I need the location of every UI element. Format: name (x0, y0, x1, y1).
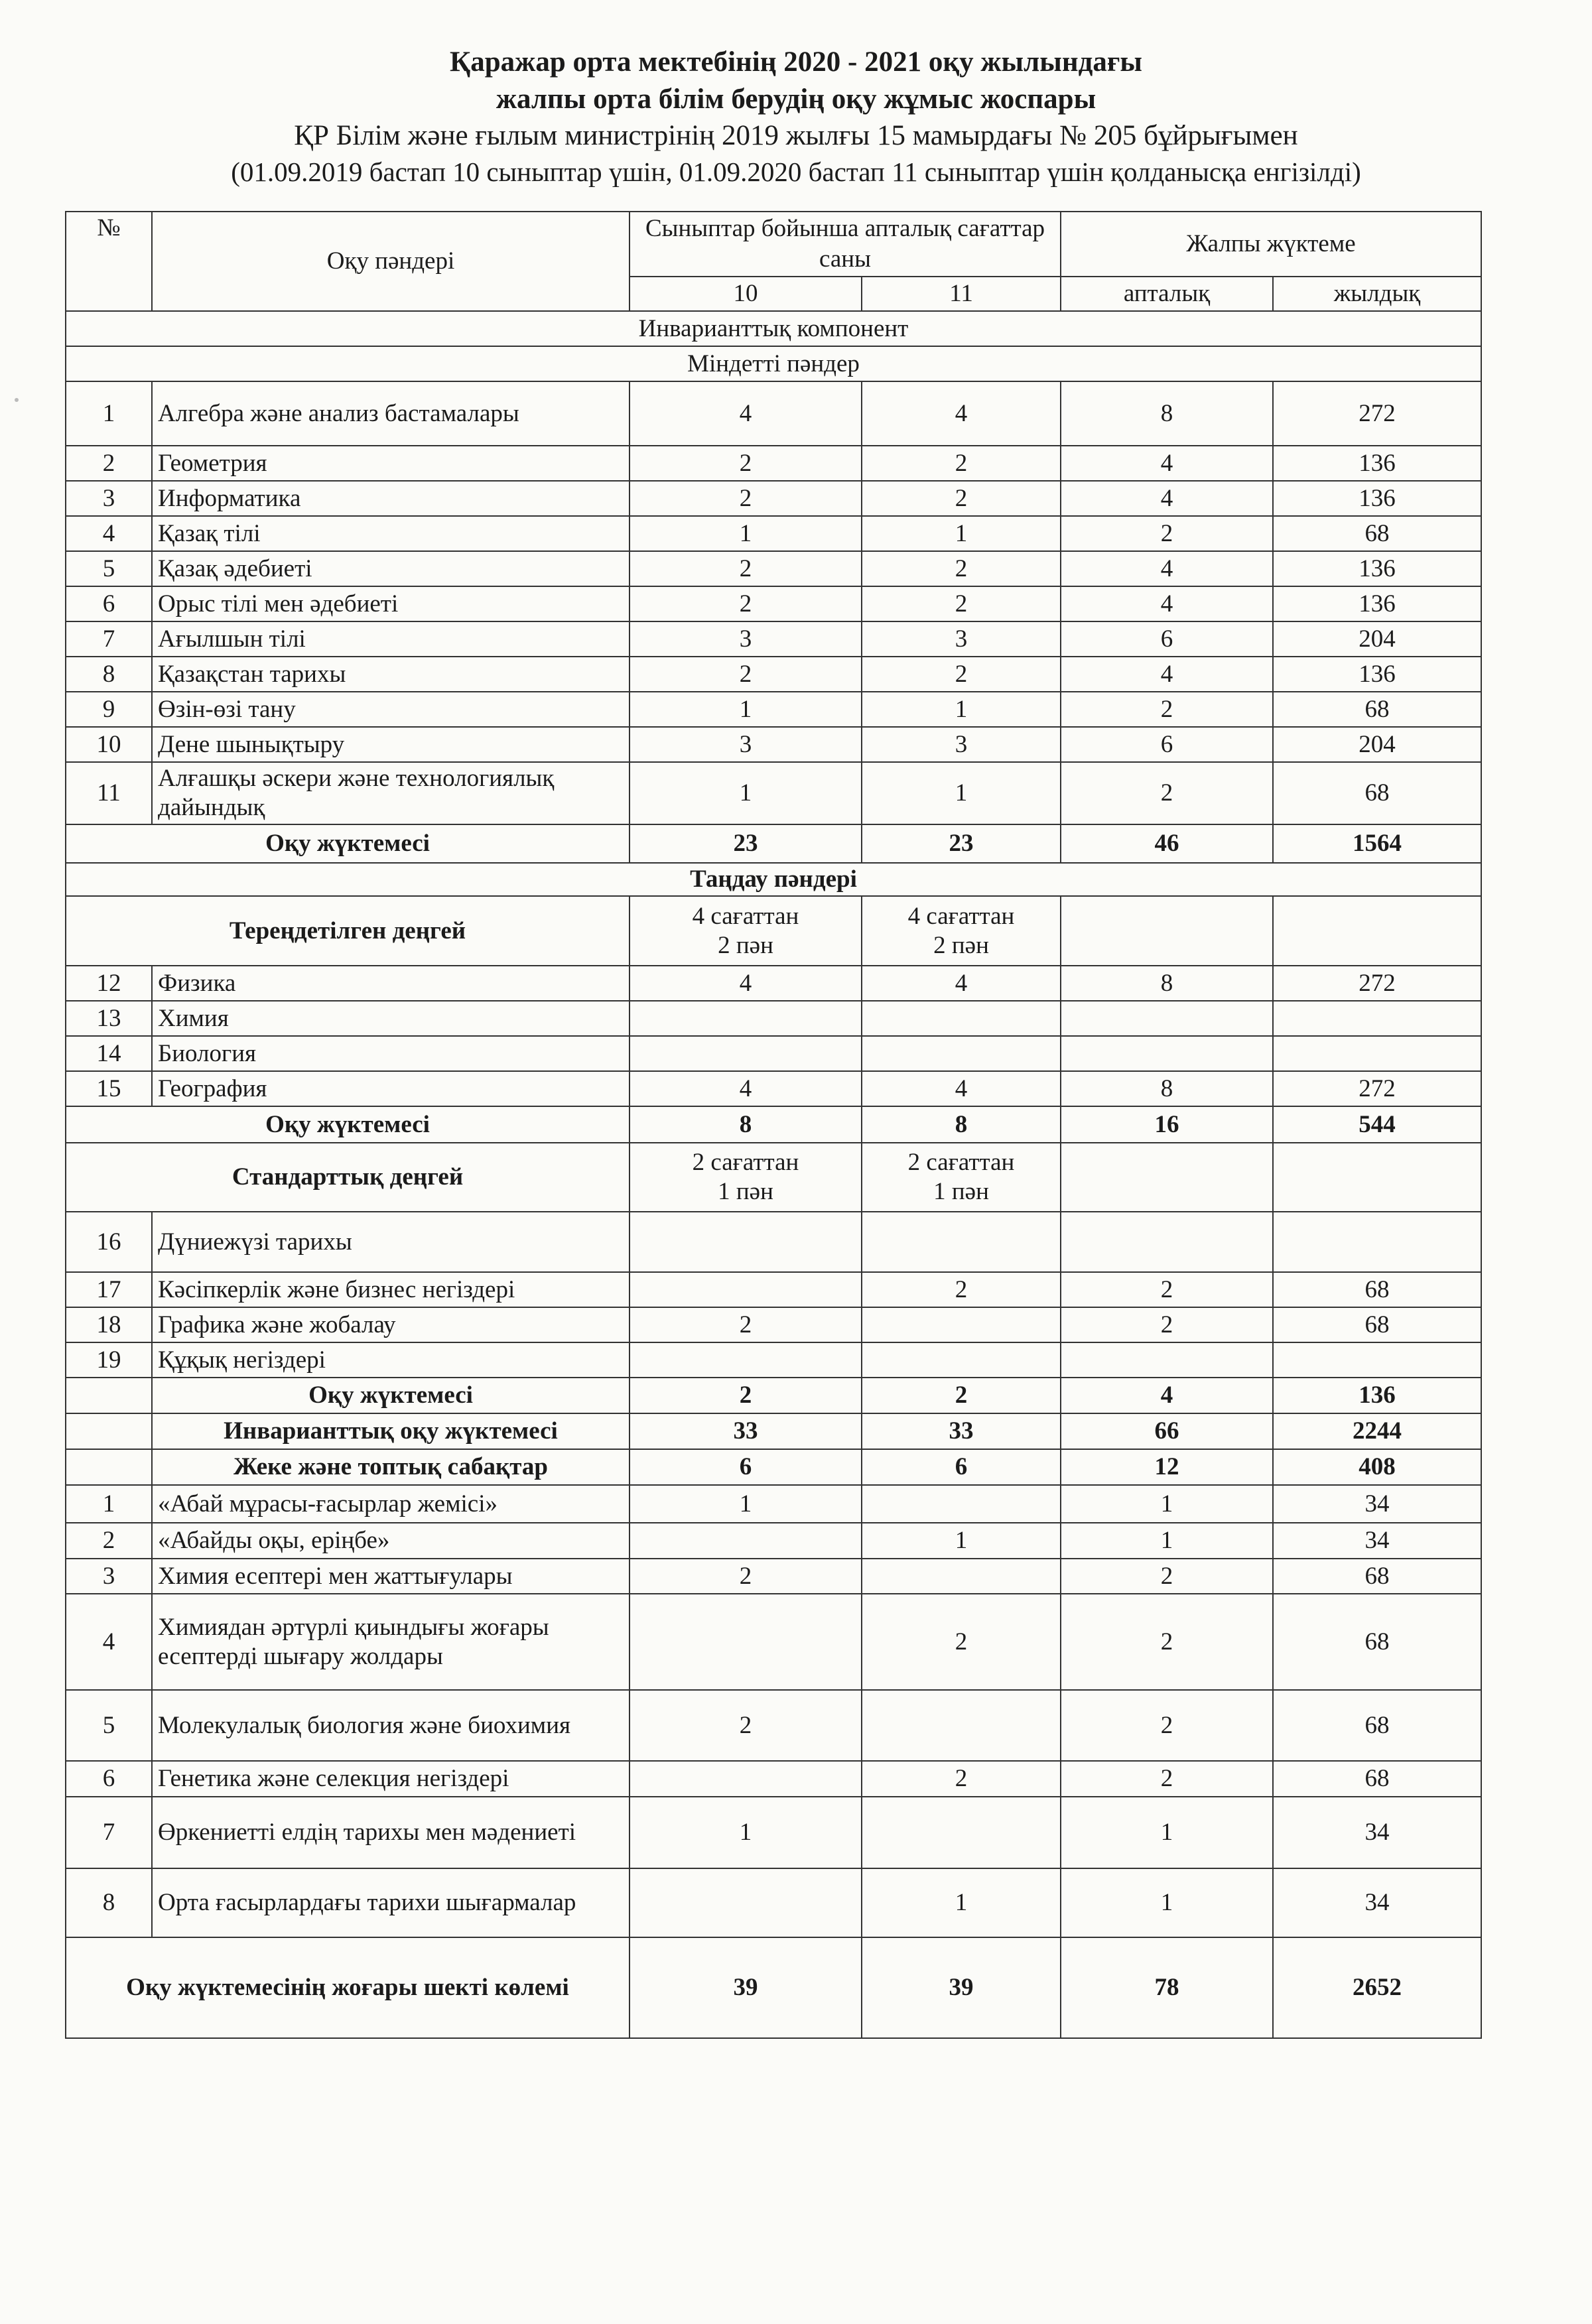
total-label: Оқу жүктемесінің жоғары шекті көлемі (66, 1937, 630, 2038)
header-subjects: Оқу пәндері (152, 212, 630, 311)
weekly-hours: 6 (1061, 727, 1273, 762)
total-label: Оқу жүктемесі (152, 1378, 630, 1413)
weekly-hours: 4 (1061, 551, 1273, 586)
total-label: Оқу жүктемесі (66, 824, 630, 863)
table-row (66, 1272, 1481, 1307)
weekly-hours (1061, 1001, 1273, 1036)
total-row (66, 1449, 1481, 1485)
total-c10: 6 (630, 1449, 862, 1485)
class-10-hours: 1 (630, 1797, 862, 1868)
total-year: 544 (1273, 1106, 1481, 1143)
total-year: 136 (1273, 1378, 1481, 1413)
row-number: 14 (66, 1036, 152, 1071)
yearly-hours: 68 (1273, 1690, 1481, 1761)
class-11-hours: 2 (862, 1594, 1061, 1690)
title-line-2: жалпы орта білім берудің оқу жұмыс жоспары (496, 84, 1096, 115)
total-week: 78 (1061, 1937, 1273, 2038)
header-weekly-by-class: Сыныптар бойынша апталық сағаттар саны (630, 212, 1061, 277)
table-row (66, 1001, 1481, 1036)
total-row (66, 1937, 1481, 2038)
class-11-hours: 4 (862, 381, 1061, 446)
total-c10: 39 (630, 1937, 862, 2038)
class-10-hours: 4 (630, 966, 862, 1001)
yearly-hours: 272 (1273, 381, 1481, 446)
class-10-hours (630, 1272, 862, 1307)
class-10-hours: 4 (630, 381, 862, 446)
row-number: 16 (66, 1212, 152, 1272)
yearly-hours: 68 (1273, 1761, 1481, 1797)
class-10-hours (630, 1212, 862, 1272)
table-row (66, 966, 1481, 1001)
total-year: 2244 (1273, 1413, 1481, 1449)
yearly-hours: 272 (1273, 1071, 1481, 1106)
class-11-hours: 4 (862, 966, 1061, 1001)
class-10-hours: 4 (630, 1071, 862, 1106)
row-number: 7 (66, 621, 152, 657)
total-row (66, 824, 1481, 863)
class-11-hours: 2 (862, 481, 1061, 516)
subject-name: Физика (152, 966, 630, 1001)
class-11-hours (862, 1342, 1061, 1378)
document-header (0, 44, 1592, 190)
header-yearly: жылдық (1273, 277, 1481, 311)
class-11-hours: 1 (862, 762, 1061, 824)
weekly-hours: 2 (1061, 1307, 1273, 1342)
subject-name: Дүниежүзі тарихы (152, 1212, 630, 1272)
total-week: 46 (1061, 824, 1273, 863)
class-11-hours: 3 (862, 727, 1061, 762)
yearly-hours: 68 (1273, 1272, 1481, 1307)
scan-speck (15, 398, 19, 402)
total-label: Жеке және топтық сабақтар (152, 1449, 630, 1485)
row-number: 12 (66, 966, 152, 1001)
subject-name: Дене шынықтыру (152, 727, 630, 762)
invariant-component-title: Инварианттық компонент (66, 311, 1481, 346)
class-10-hours: 2 (630, 1559, 862, 1594)
row-number: 8 (66, 657, 152, 692)
weekly-hours: 8 (1061, 1071, 1273, 1106)
subject-name: Информатика (152, 481, 630, 516)
total-c11: 23 (862, 824, 1061, 863)
total-c11: 33 (862, 1413, 1061, 1449)
class-10-hours (630, 1523, 862, 1559)
table-row (66, 727, 1481, 762)
subject-name: География (152, 1071, 630, 1106)
total-c11: 6 (862, 1449, 1061, 1485)
row-number: 2 (66, 1523, 152, 1559)
yearly-hours (1273, 1212, 1481, 1272)
row-number: 7 (66, 1797, 152, 1868)
level-hours-line: 2 сағаттан (907, 1149, 1015, 1176)
table-row (66, 1485, 1481, 1523)
total-c10: 23 (630, 824, 862, 863)
total-week: 16 (1061, 1106, 1273, 1143)
subject-name: Кәсіпкерлік және бизнес негіздері (152, 1272, 630, 1307)
yearly-hours: 136 (1273, 586, 1481, 621)
total-label: Оқу жүктемесі (66, 1106, 630, 1143)
table-row (66, 1523, 1481, 1559)
class-11-hours: 3 (862, 621, 1061, 657)
row-number: 3 (66, 481, 152, 516)
curriculum-table-body (66, 212, 1481, 2038)
subject-name: Ағылшын тілі (152, 621, 630, 657)
weekly-hours: 1 (1061, 1485, 1273, 1523)
class-10-hours: 1 (630, 692, 862, 727)
level-subjects-line: 2 пән (933, 931, 989, 959)
class-11-hours (862, 1690, 1061, 1761)
table-row (66, 1868, 1481, 1937)
class-10-hours: 1 (630, 762, 862, 824)
level-c11-hours (862, 1143, 1061, 1212)
yearly-hours: 68 (1273, 762, 1481, 824)
level-subjects-line: 1 пән (718, 1178, 773, 1205)
class-11-hours: 1 (862, 1523, 1061, 1559)
table-header-row (66, 212, 1481, 277)
yearly-hours: 68 (1273, 1559, 1481, 1594)
table-row (66, 1307, 1481, 1342)
total-row (66, 1378, 1481, 1413)
title-line-4: (01.09.2019 бастап 10 сыныптар үшін, 01.09.2020 бастап 11 сыныптар үшін қолданысқа енгізілді) (231, 157, 1361, 187)
class-11-hours: 2 (862, 1761, 1061, 1797)
weekly-hours: 4 (1061, 657, 1273, 692)
weekly-hours (1061, 1342, 1273, 1378)
table-row (66, 516, 1481, 551)
level-label: Тереңдетілген деңгей (66, 896, 630, 966)
section-row (66, 311, 1481, 346)
level-hours-line: 4 сағаттан (692, 902, 799, 930)
total-empty-num (66, 1449, 152, 1485)
row-number: 6 (66, 586, 152, 621)
row-number: 11 (66, 762, 152, 824)
class-11-hours (862, 1212, 1061, 1272)
weekly-hours: 8 (1061, 966, 1273, 1001)
yearly-hours: 136 (1273, 446, 1481, 481)
weekly-hours: 8 (1061, 381, 1273, 446)
header-weekly: апталық (1061, 277, 1273, 311)
level-c10-hours (630, 1143, 862, 1212)
table-row (66, 1071, 1481, 1106)
total-week: 12 (1061, 1449, 1273, 1485)
table-row (66, 1594, 1481, 1690)
class-11-hours (862, 1559, 1061, 1594)
total-label: Инварианттық оқу жүктемесі (152, 1413, 630, 1449)
weekly-hours: 2 (1061, 1559, 1273, 1594)
level-c11-hours (862, 896, 1061, 966)
row-number: 4 (66, 1594, 152, 1690)
subject-name: Молекулалық биология және биохимия (152, 1690, 630, 1761)
row-number: 3 (66, 1559, 152, 1594)
table-row (66, 381, 1481, 446)
yearly-hours: 272 (1273, 966, 1481, 1001)
yearly-hours: 34 (1273, 1485, 1481, 1523)
row-number: 2 (66, 446, 152, 481)
weekly-hours: 2 (1061, 762, 1273, 824)
section-title: Таңдау пәндері (66, 863, 1481, 896)
yearly-hours: 34 (1273, 1523, 1481, 1559)
header-total-load: Жалпы жүктеме (1061, 212, 1481, 277)
total-row (66, 1413, 1481, 1449)
subject-name: Геометрия (152, 446, 630, 481)
class-11-hours: 1 (862, 516, 1061, 551)
class-10-hours: 2 (630, 1690, 862, 1761)
subject-name: «Абайды оқы, еріңбе» (152, 1523, 630, 1559)
class-11-hours: 2 (862, 657, 1061, 692)
weekly-hours: 1 (1061, 1523, 1273, 1559)
subject-name: Өзін-өзі тану (152, 692, 630, 727)
table-row (66, 551, 1481, 586)
total-row (66, 1106, 1481, 1143)
total-year: 2652 (1273, 1937, 1481, 2038)
yearly-hours: 136 (1273, 657, 1481, 692)
class-11-hours (862, 1797, 1061, 1868)
section-row (66, 346, 1481, 381)
weekly-hours: 2 (1061, 1272, 1273, 1307)
yearly-hours: 136 (1273, 551, 1481, 586)
yearly-hours: 68 (1273, 1307, 1481, 1342)
class-10-hours: 2 (630, 551, 862, 586)
yearly-hours: 136 (1273, 481, 1481, 516)
class-10-hours (630, 1342, 862, 1378)
table-row (66, 446, 1481, 481)
level-c10-hours (630, 896, 862, 966)
yearly-hours (1273, 1001, 1481, 1036)
weekly-hours (1061, 1036, 1273, 1071)
class-10-hours: 3 (630, 727, 862, 762)
yearly-hours: 34 (1273, 1868, 1481, 1937)
yearly-hours: 34 (1273, 1797, 1481, 1868)
subject-name: Генетика және селекция негіздері (152, 1761, 630, 1797)
level-empty (1273, 1143, 1481, 1212)
section-row (66, 863, 1481, 896)
curriculum-table (65, 211, 1482, 2039)
total-year: 1564 (1273, 824, 1481, 863)
class-10-hours: 2 (630, 481, 862, 516)
row-number: 5 (66, 551, 152, 586)
row-number: 4 (66, 516, 152, 551)
subject-name: Биология (152, 1036, 630, 1071)
class-10-hours: 2 (630, 446, 862, 481)
row-number: 1 (66, 381, 152, 446)
class-11-hours: 2 (862, 586, 1061, 621)
class-10-hours: 1 (630, 1485, 862, 1523)
total-week: 4 (1061, 1378, 1273, 1413)
subject-name: Қазақстан тарихы (152, 657, 630, 692)
row-number: 1 (66, 1485, 152, 1523)
subject-name: Орта ғасырлардағы тарихи шығармалар (152, 1868, 630, 1937)
total-c10: 8 (630, 1106, 862, 1143)
class-11-hours: 1 (862, 692, 1061, 727)
row-number: 5 (66, 1690, 152, 1761)
class-11-hours (862, 1001, 1061, 1036)
subject-name: Қазақ тілі (152, 516, 630, 551)
class-10-hours: 3 (630, 621, 862, 657)
class-10-hours (630, 1001, 862, 1036)
total-week: 66 (1061, 1413, 1273, 1449)
table-row (66, 1690, 1481, 1761)
subject-name: Химия (152, 1001, 630, 1036)
total-c10: 33 (630, 1413, 862, 1449)
weekly-hours (1061, 1212, 1273, 1272)
total-c11: 39 (862, 1937, 1061, 2038)
table-row (66, 1342, 1481, 1378)
total-year: 408 (1273, 1449, 1481, 1485)
class-11-hours: 4 (862, 1071, 1061, 1106)
table-row (66, 1212, 1481, 1272)
header-num: № (66, 212, 152, 311)
weekly-hours: 2 (1061, 1761, 1273, 1797)
yearly-hours (1273, 1036, 1481, 1071)
level-subjects-line: 2 пән (718, 931, 773, 959)
class-10-hours: 1 (630, 516, 862, 551)
title-line-3: ҚР Білім және ғылым министрінің 2019 жылғы 15 мамырдағы № 205 бұйрығымен (294, 120, 1298, 151)
subject-name: Графика және жобалау (152, 1307, 630, 1342)
level-empty (1061, 1143, 1273, 1212)
row-number: 6 (66, 1761, 152, 1797)
class-10-hours (630, 1761, 862, 1797)
total-c10: 2 (630, 1378, 862, 1413)
table-row (66, 692, 1481, 727)
mandatory-subjects-title: Міндетті пәндер (66, 346, 1481, 381)
total-empty-num (66, 1378, 152, 1413)
level-empty (1273, 896, 1481, 966)
class-11-hours: 2 (862, 446, 1061, 481)
subject-name: Өркениетті елдің тарихы мен мәдениеті (152, 1797, 630, 1868)
subject-name: Химия есептері мен жаттығулары (152, 1559, 630, 1594)
class-10-hours (630, 1868, 862, 1937)
level-hours-line: 4 сағаттан (907, 902, 1015, 930)
class-10-hours: 2 (630, 1307, 862, 1342)
yearly-hours: 68 (1273, 692, 1481, 727)
weekly-hours: 1 (1061, 1868, 1273, 1937)
level-label: Стандарттық деңгей (66, 1143, 630, 1212)
row-number: 13 (66, 1001, 152, 1036)
yearly-hours: 204 (1273, 621, 1481, 657)
class-11-hours (862, 1307, 1061, 1342)
weekly-hours: 1 (1061, 1797, 1273, 1868)
total-empty-num (66, 1413, 152, 1449)
class-10-hours (630, 1036, 862, 1071)
subject-name: Алғашқы әскери және технологиялық дайындық (152, 762, 630, 824)
row-number: 8 (66, 1868, 152, 1937)
row-number: 10 (66, 727, 152, 762)
weekly-hours: 2 (1061, 516, 1273, 551)
subject-name: «Абай мұрасы-ғасырлар жемісі» (152, 1485, 630, 1523)
subject-name: Қазақ әдебиеті (152, 551, 630, 586)
level-hours-line: 2 сағаттан (692, 1149, 799, 1176)
row-number: 17 (66, 1272, 152, 1307)
title-line-1: Қаражар орта мектебінің 2020 - 2021 оқу жылындағы (450, 46, 1142, 78)
table-row (66, 621, 1481, 657)
subject-name: Алгебра және анализ бастамалары (152, 381, 630, 446)
class-11-hours (862, 1036, 1061, 1071)
yearly-hours (1273, 1342, 1481, 1378)
subject-name: Орыс тілі мен әдебиеті (152, 586, 630, 621)
class-11-hours: 1 (862, 1868, 1061, 1937)
class-11-hours: 2 (862, 1272, 1061, 1307)
weekly-hours: 2 (1061, 1594, 1273, 1690)
yearly-hours: 204 (1273, 727, 1481, 762)
table-row (66, 657, 1481, 692)
table-row (66, 1559, 1481, 1594)
weekly-hours: 2 (1061, 692, 1273, 727)
class-10-hours: 2 (630, 586, 862, 621)
row-number: 19 (66, 1342, 152, 1378)
table-row (66, 1036, 1481, 1071)
class-11-hours (862, 1485, 1061, 1523)
weekly-hours: 4 (1061, 586, 1273, 621)
subject-name: Химиядан әртүрлі қиындығы жоғары есептерді шығару жолдары (152, 1594, 630, 1690)
subject-name: Құқық негіздері (152, 1342, 630, 1378)
table-row (66, 762, 1481, 824)
level-row (66, 896, 1481, 966)
level-row (66, 1143, 1481, 1212)
row-number: 18 (66, 1307, 152, 1342)
level-empty (1061, 896, 1273, 966)
header-class-11: 11 (862, 277, 1061, 311)
total-c11: 2 (862, 1378, 1061, 1413)
table-row (66, 1761, 1481, 1797)
row-number: 9 (66, 692, 152, 727)
weekly-hours: 2 (1061, 1690, 1273, 1761)
class-10-hours (630, 1594, 862, 1690)
table-row (66, 481, 1481, 516)
table-row (66, 1797, 1481, 1868)
table-row (66, 586, 1481, 621)
weekly-hours: 6 (1061, 621, 1273, 657)
yearly-hours: 68 (1273, 516, 1481, 551)
weekly-hours: 4 (1061, 446, 1273, 481)
class-10-hours: 2 (630, 657, 862, 692)
level-subjects-line: 1 пән (933, 1178, 989, 1205)
yearly-hours: 68 (1273, 1594, 1481, 1690)
header-class-10: 10 (630, 277, 862, 311)
class-11-hours: 2 (862, 551, 1061, 586)
weekly-hours: 4 (1061, 481, 1273, 516)
row-number: 15 (66, 1071, 152, 1106)
total-c11: 8 (862, 1106, 1061, 1143)
